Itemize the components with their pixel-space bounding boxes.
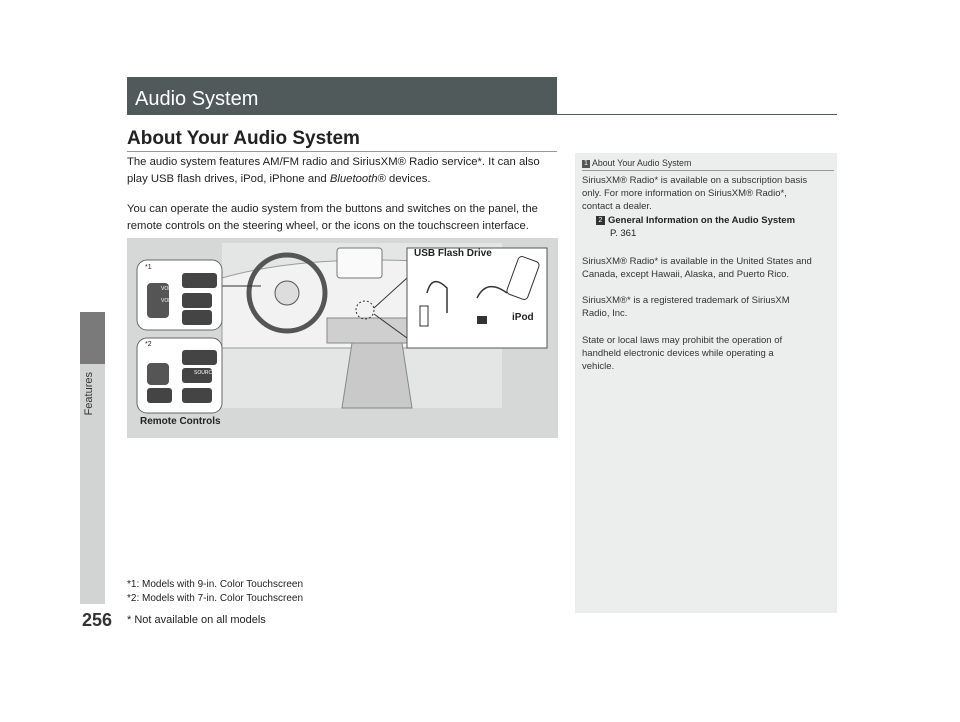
sidebar-line: State or local laws may prohibit the operation of	[582, 335, 783, 346]
paragraph-operation	[127, 201, 555, 235]
voice-button-2	[182, 388, 212, 403]
remote-controls-label: Remote Controls	[140, 416, 221, 427]
paragraph-features	[127, 154, 555, 188]
sidebar-line: SiriusXM®* is a registered trademark of SiriusXM	[582, 295, 790, 306]
usb-plug-icon	[477, 316, 487, 324]
cross-reference-link[interactable]	[596, 214, 795, 240]
paragraph-line: You can operate the audio system from the buttons and switches on the panel, the	[127, 203, 538, 215]
sidebar-paragraph-trademark	[582, 294, 834, 320]
ipod-label: iPod	[512, 312, 534, 323]
sidebar-paragraph-availability	[582, 255, 834, 281]
dashboard-drawing	[127, 238, 558, 438]
availability-footnote: * Not available on all models	[127, 614, 266, 626]
sidebar-line: contact a dealer.	[582, 201, 652, 212]
sidebar-line: only. For more information on SiriusXM® Radio*,	[582, 188, 787, 199]
section-title: Audio System	[135, 88, 259, 110]
paragraph-line: play USB flash drives, iPod, iPhone and	[127, 173, 330, 185]
header-rule	[557, 114, 837, 115]
paragraph-line: ® devices.	[377, 173, 431, 185]
center-console	[342, 343, 412, 408]
sidebar-line: Radio, Inc.	[582, 308, 628, 319]
track-buttons	[182, 273, 217, 288]
sidebar-heading	[582, 158, 691, 168]
footnote-1: *1: Models with 9-in. Color Touchscreen	[127, 579, 304, 590]
sidebar-heading-text: About Your Audio System	[592, 158, 692, 168]
sidebar-rule	[582, 170, 834, 171]
phone-button	[182, 310, 212, 325]
vol-plus-label: VOL +	[161, 286, 176, 292]
home-button	[147, 388, 172, 403]
dashboard-illustration	[127, 238, 558, 438]
footnote-2: *2: Models with 7-in. Color Touchscreen	[127, 593, 304, 604]
reference-page[interactable]: P. 361	[610, 228, 637, 239]
sidebar-paragraph-legal	[582, 334, 834, 373]
source-label: SOURCE	[194, 370, 216, 376]
voice-button	[182, 293, 212, 308]
track-buttons-2	[182, 350, 217, 365]
reference-arrow-icon: 2	[596, 216, 605, 225]
reference-title[interactable]: General Information on the Audio System	[608, 215, 796, 226]
note-marker-icon: 1	[582, 160, 590, 168]
page-number: 256	[82, 610, 113, 630]
sidebar-line: handheld electronic devices while operating a	[582, 348, 774, 359]
usb-drive-icon	[420, 306, 428, 326]
sidebar-line: vehicle.	[582, 361, 615, 372]
center-screen	[337, 248, 382, 278]
bluetooth-term: Bluetooth	[329, 173, 378, 185]
model-marker-1: *1	[145, 264, 152, 271]
model-marker-2: *2	[145, 341, 152, 348]
sidebar-line: SiriusXM® Radio* is available on a subscription basis	[582, 175, 808, 186]
steering-hub	[275, 281, 299, 305]
subsection-rule	[127, 151, 557, 152]
paragraph-line: The audio system features AM/FM radio and SiriusXM® Radio service*. It can also	[127, 156, 540, 168]
subsection-title: About Your Audio System	[127, 128, 360, 149]
sidebar-paragraph-subscription	[582, 174, 834, 213]
usb-flash-drive-label: USB Flash Drive	[414, 248, 492, 259]
paragraph-line: remote controls on the steering wheel, or the icons on the touchscreen interface.	[127, 220, 529, 232]
chapter-tab-marker	[80, 312, 105, 364]
vol-minus-label: VOL -	[161, 298, 174, 304]
volume-rocker-2	[147, 363, 169, 385]
sidebar-line: SiriusXM® Radio* is available in the United States and	[582, 256, 812, 267]
sidebar-line: Canada, except Hawaii, Alaska, and Puerto Rico.	[582, 269, 790, 280]
chapter-label: Features	[83, 372, 95, 416]
